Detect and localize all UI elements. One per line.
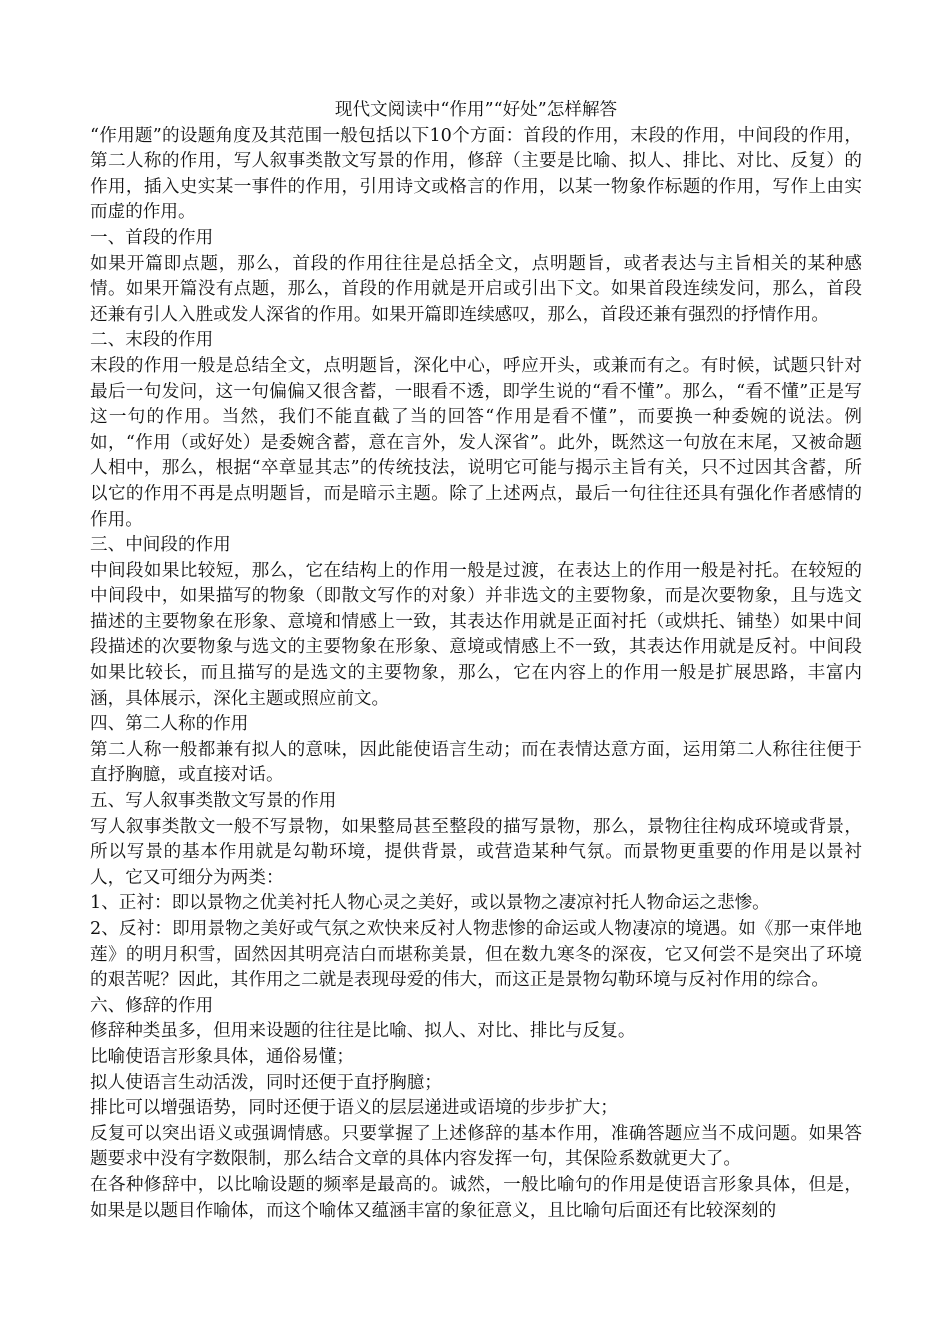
- section-heading-3: 三、中间段的作用: [90, 535, 231, 556]
- section-5-item-2: 2、反衬：即用景物之美好或气氛之欢快来反衬人物悲惨的命运或人物凄凉的境遇。如《那一束伴地莲》的明月积雪，固然因其明亮洁白而堪称美景，但在数九寒冬的深夜，它又何尝不是突出了环境的艰苦呢？因此，其作用之二就是表现母爱的伟大，而这正是景物勾勒环境与反衬作用的综合。: [90, 919, 862, 991]
- section-6-final: 在各种修辞中，以比喻设题的频率是最高的。诚然，一般比喻句的作用是使语言形象具体，但是，如果是以题目作喻体，而这个喻体又蕴涵丰富的象征意义，且比喻句后面还有比较深刻的: [90, 1174, 862, 1221]
- section-6-repetition: 反复可以突出语义或强调情感。只要掌握了上述修辞的基本作用，准确答题应当不成问题。如果答题要求中没有字数限制，那么结合文章的具体内容发挥一句，其保险系数就更大了。: [90, 1123, 862, 1170]
- section-heading-1: 一、首段的作用: [90, 227, 214, 248]
- section-heading-6: 六、修辞的作用: [90, 995, 214, 1016]
- section-2-paragraph: 末段的作用一般是总结全文，点明题旨，深化中心，呼应开头，或兼而有之。有时候，试题只针对最后一句发问，这一句偏偏又很含蓄，一眼看不透，即学生说的“看不懂”。那么，“看不懂”正是写这一句的作用。当然，我们不能直截了当的回答“作用是看不懂”，而要换一种委婉的说法。例如，“作用（或好处）是委婉含蓄，意在言外，发人深省”。此外，既然这一句放在末尾，又被命题人相中，那么，根据“卒章显其志”的传统技法，说明它可能与揭示主旨有关，只不过因其含蓄，所以它的作用不再是点明题旨，而是暗示主题。除了上述两点，最后一句往往还具有强化作者感情的作用。: [90, 355, 862, 530]
- section-3-paragraph: 中间段如果比较短，那么，它在结构上的作用一般是过渡，在表达上的作用一般是衬托。在较短的中间段中，如果描写的物象（即散文写作的对象）并非选文的主要物象，而是次要物象，且与选文描述的主要物象在形象、意境和情感上一致，其表达作用就是正面衬托（或烘托、铺垫）如果中间段描述的次要物象与选文的主要物象在形象、意境或情感上不一致，其表达作用就是反衬。中间段如果比较长，而且描写的是选文的主要物象，那么，它在内容上的作用一般是扩展思路，丰富内涵，具体展示，深化主题或照应前文。: [90, 560, 862, 709]
- intro-paragraph: “作用题”的设题角度及其范围一般包括以下10个方面：首段的作用，末段的作用，中间段的作用，第二人称的作用，写人叙事类散文写景的作用，修辞（主要是比喻、拟人、排比、对比、反复）的作用，插入史实某一事件的作用，引用诗文或格言的作用，以某一物象作标题的作用，写作上由实而虚的作用。: [90, 125, 862, 223]
- section-6-metaphor: 比喻使语言形象具体，通俗易懂；: [90, 1046, 354, 1067]
- section-4-paragraph: 第二人称一般都兼有拟人的意味，因此能使语言生动；而在表情达意方面，运用第二人称往往便于直抒胸臆，或直接对话。: [90, 739, 862, 786]
- section-5-paragraph: 写人叙事类散文一般不写景物，如果整局甚至整段的描写景物，那么，景物往往构成环境或背景，所以写景的基本作用就是勾勒环境，提供背景，或营造某种气氛。而景物更重要的作用是以景衬人，它又可细分为两类：: [90, 816, 862, 888]
- section-heading-2: 二、末段的作用: [90, 330, 214, 351]
- section-heading-4: 四、第二人称的作用: [90, 714, 249, 735]
- section-1-paragraph: 如果开篇即点题，那么，首段的作用往往是总括全文，点明题旨，或者表达与主旨相关的某种感情。如果开篇没有点题，那么，首段的作用就是开启或引出下文。如果首段连续发问，那么，首段还兼有引人入胜或发人深省的作用。如果开篇即连续感叹，那么，首段还兼有强烈的抒情作用。: [90, 253, 862, 325]
- section-heading-5: 五、写人叙事类散文写景的作用: [90, 791, 337, 812]
- document-page: [90, 98, 862, 1224]
- section-6-parallelism: 排比可以增强语势，同时还便于语义的层层递进或语境的步步扩大；: [90, 1098, 618, 1119]
- section-6-personification: 拟人使语言生动活泼，同时还便于直抒胸臆；: [90, 1072, 442, 1093]
- section-6-paragraph: 修辞种类虽多，但用来设题的往往是比喻、拟人、对比、排比与反复。: [90, 1021, 636, 1042]
- section-5-item-1: 1、正衬：即以景物之优美衬托人物心灵之美好，或以景物之凄凉衬托人物命运之悲惨。: [90, 893, 770, 914]
- document-title: 现代文阅读中“作用”“好处”怎样解答: [334, 100, 618, 120]
